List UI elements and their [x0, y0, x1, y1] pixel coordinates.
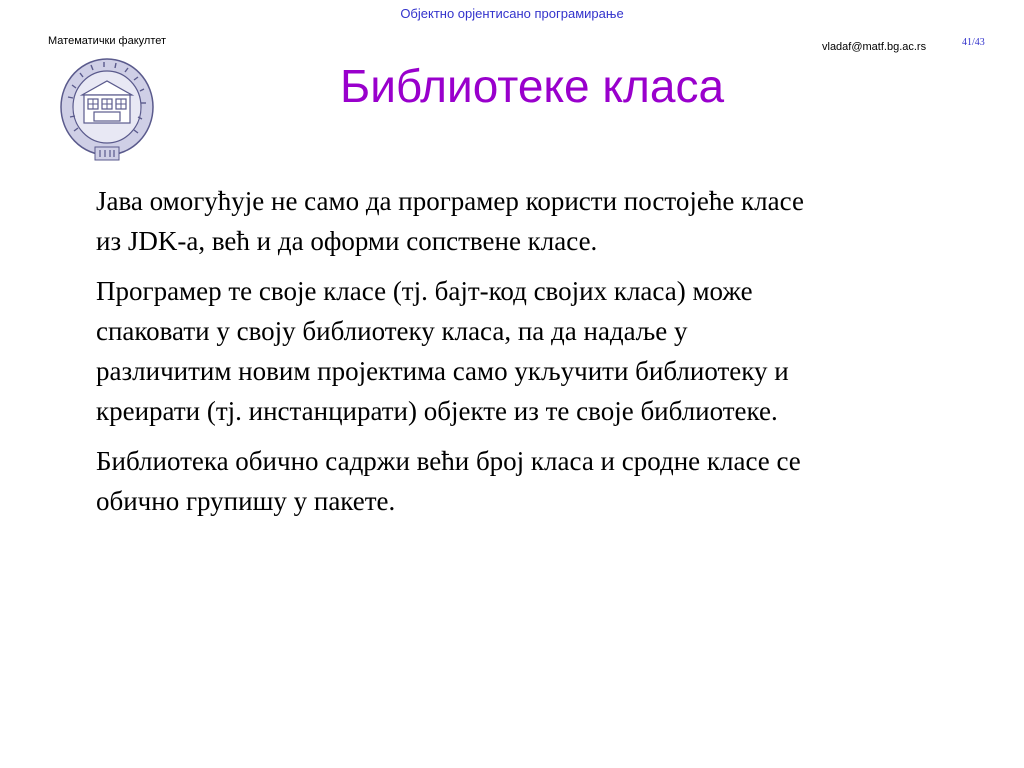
- author-email: vladaf@matf.bg.ac.rs: [822, 41, 927, 53]
- paragraph: [96, 441, 966, 521]
- paragraph: [96, 181, 966, 261]
- text-line: Јава омогућује не само да програмер користи постојеће класе: [96, 186, 804, 216]
- text-line: Библиотека обично садржи већи број класа и сродне класе се: [96, 446, 801, 476]
- text-line: различитим новим пројектима само укључити библиотеку и: [96, 356, 789, 386]
- text-line: креирати (тј. инстанцирати) објекте из те своје библиотеке.: [96, 396, 778, 426]
- text-line: из JDK-а, већ и да оформи сопствене класе.: [96, 226, 598, 256]
- text-line: Програмер те своје класе (тј. бајт-код својих класа) може: [96, 276, 753, 306]
- text-line: спаковати у своју библиотеку класа, па да надаље у: [96, 316, 688, 346]
- slide-body: [96, 181, 966, 531]
- course-title: Објектно орјентисано програмирање: [400, 6, 624, 21]
- paragraph: [96, 271, 966, 431]
- page-number: 41/43: [962, 37, 985, 48]
- university-seal-icon: [58, 55, 156, 163]
- slide-title: Библиотеке класа: [340, 60, 725, 112]
- text-line: обично групишу у пакете.: [96, 486, 396, 516]
- faculty-name: Математички факултет: [48, 35, 167, 47]
